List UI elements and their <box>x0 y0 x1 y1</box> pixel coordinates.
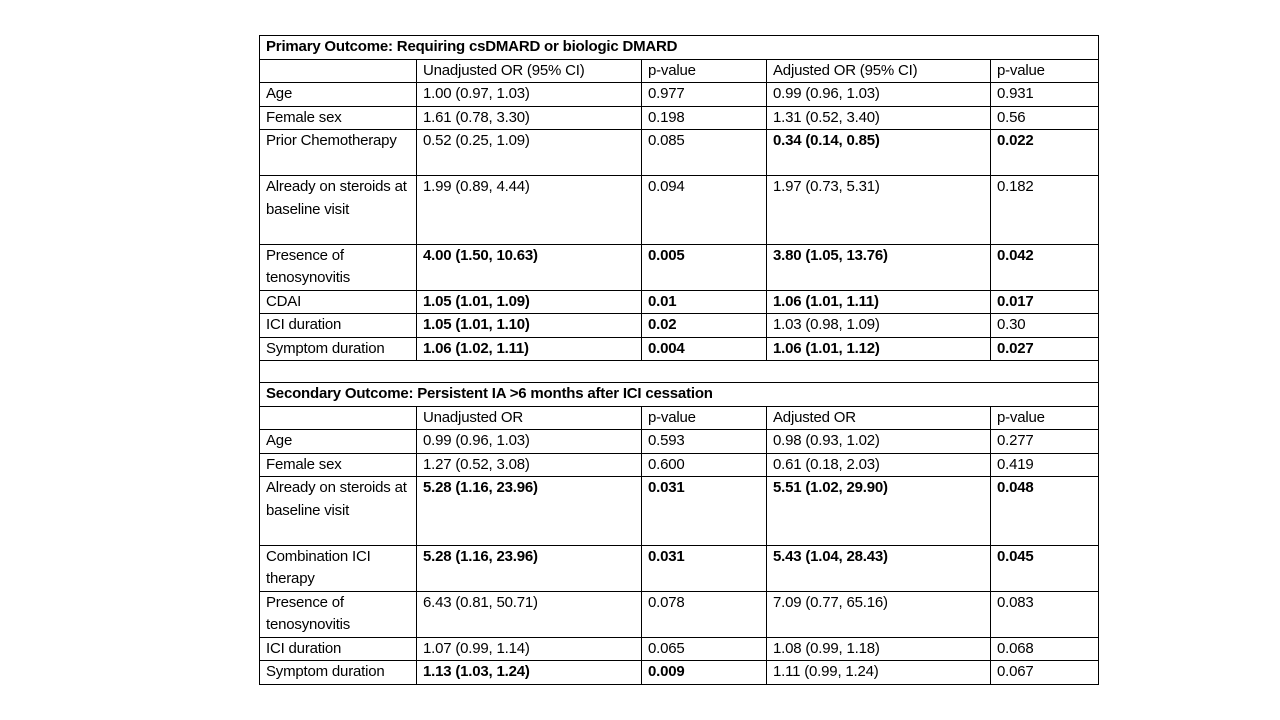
column-header-variable <box>260 59 417 83</box>
cell-adjusted-p-value: 0.017 <box>991 290 1099 314</box>
cell-unadjusted-p-value: 0.600 <box>642 453 767 477</box>
cell-variable: ICI duration <box>260 637 417 661</box>
cell-unadjusted-p-value: 0.009 <box>642 661 767 685</box>
odds-ratio-table <box>259 35 1099 685</box>
table-row <box>260 106 1099 130</box>
cell-adjusted-or: 1.06 (1.01, 1.12) <box>767 337 991 361</box>
cell-adjusted-or: 0.98 (0.93, 1.02) <box>767 430 991 454</box>
column-header-unadjusted-or: Unadjusted OR <box>417 406 642 430</box>
section-title-row <box>260 36 1099 60</box>
cell-variable: Female sex <box>260 453 417 477</box>
cell-variable: Age <box>260 83 417 107</box>
cell-adjusted-or: 1.31 (0.52, 3.40) <box>767 106 991 130</box>
cell-adjusted-or: 1.03 (0.98, 1.09) <box>767 314 991 338</box>
column-header-row <box>260 59 1099 83</box>
column-header-variable <box>260 406 417 430</box>
table-row <box>260 176 1099 245</box>
cell-adjusted-or: 0.99 (0.96, 1.03) <box>767 83 991 107</box>
cell-unadjusted-p-value: 0.198 <box>642 106 767 130</box>
cell-unadjusted-or: 1.99 (0.89, 4.44) <box>417 176 642 245</box>
cell-unadjusted-p-value: 0.005 <box>642 244 767 290</box>
cell-adjusted-p-value: 0.042 <box>991 244 1099 290</box>
cell-variable: Already on steroids at baseline visit <box>260 176 417 245</box>
cell-adjusted-or: 0.34 (0.14, 0.85) <box>767 130 991 176</box>
cell-adjusted-or: 1.11 (0.99, 1.24) <box>767 661 991 685</box>
spacer-row <box>260 361 1099 383</box>
cell-adjusted-p-value: 0.022 <box>991 130 1099 176</box>
cell-adjusted-p-value: 0.56 <box>991 106 1099 130</box>
cell-unadjusted-or: 1.05 (1.01, 1.10) <box>417 314 642 338</box>
cell-unadjusted-p-value: 0.02 <box>642 314 767 338</box>
cell-unadjusted-or: 1.05 (1.01, 1.09) <box>417 290 642 314</box>
cell-adjusted-p-value: 0.931 <box>991 83 1099 107</box>
column-header-unadjusted-p-value: p-value <box>642 59 767 83</box>
cell-adjusted-p-value: 0.068 <box>991 637 1099 661</box>
table-row <box>260 637 1099 661</box>
cell-adjusted-p-value: 0.083 <box>991 591 1099 637</box>
cell-variable: Age <box>260 430 417 454</box>
cell-adjusted-p-value: 0.048 <box>991 477 1099 546</box>
table-row <box>260 314 1099 338</box>
table-row <box>260 661 1099 685</box>
column-header-adjusted-p-value: p-value <box>991 59 1099 83</box>
section-title-row <box>260 383 1099 407</box>
column-header-adjusted-or: Adjusted OR <box>767 406 991 430</box>
table-row <box>260 453 1099 477</box>
cell-unadjusted-or: 1.61 (0.78, 3.30) <box>417 106 642 130</box>
cell-unadjusted-or: 0.52 (0.25, 1.09) <box>417 130 642 176</box>
cell-unadjusted-or: 1.06 (1.02, 1.11) <box>417 337 642 361</box>
cell-variable: Combination ICI therapy <box>260 545 417 591</box>
cell-adjusted-p-value: 0.182 <box>991 176 1099 245</box>
cell-adjusted-or: 3.80 (1.05, 13.76) <box>767 244 991 290</box>
cell-adjusted-or: 7.09 (0.77, 65.16) <box>767 591 991 637</box>
table-row <box>260 545 1099 591</box>
cell-adjusted-or: 1.97 (0.73, 5.31) <box>767 176 991 245</box>
section-title: Secondary Outcome: Persistent IA >6 months after ICI cessation <box>260 383 1099 407</box>
table-row <box>260 290 1099 314</box>
cell-unadjusted-p-value: 0.004 <box>642 337 767 361</box>
cell-adjusted-p-value: 0.277 <box>991 430 1099 454</box>
cell-unadjusted-p-value: 0.031 <box>642 477 767 546</box>
spacer-cell <box>260 361 1099 383</box>
cell-unadjusted-or: 5.28 (1.16, 23.96) <box>417 545 642 591</box>
cell-unadjusted-p-value: 0.977 <box>642 83 767 107</box>
cell-adjusted-p-value: 0.067 <box>991 661 1099 685</box>
cell-unadjusted-or: 1.07 (0.99, 1.14) <box>417 637 642 661</box>
column-header-unadjusted-p-value: p-value <box>642 406 767 430</box>
cell-variable: Symptom duration <box>260 661 417 685</box>
cell-unadjusted-or: 6.43 (0.81, 50.71) <box>417 591 642 637</box>
table-row <box>260 244 1099 290</box>
column-header-row <box>260 406 1099 430</box>
cell-variable: CDAI <box>260 290 417 314</box>
table-row <box>260 477 1099 546</box>
cell-variable: Already on steroids at baseline visit <box>260 477 417 546</box>
cell-unadjusted-or: 5.28 (1.16, 23.96) <box>417 477 642 546</box>
cell-adjusted-p-value: 0.419 <box>991 453 1099 477</box>
cell-unadjusted-p-value: 0.031 <box>642 545 767 591</box>
cell-adjusted-or: 0.61 (0.18, 2.03) <box>767 453 991 477</box>
cell-unadjusted-or: 0.99 (0.96, 1.03) <box>417 430 642 454</box>
column-header-adjusted-or: Adjusted OR (95% CI) <box>767 59 991 83</box>
table-row <box>260 130 1099 176</box>
table-row <box>260 591 1099 637</box>
cell-unadjusted-p-value: 0.593 <box>642 430 767 454</box>
cell-variable: Prior Chemotherapy <box>260 130 417 176</box>
cell-variable: ICI duration <box>260 314 417 338</box>
cell-variable: Presence of tenosynovitis <box>260 591 417 637</box>
cell-variable: Symptom duration <box>260 337 417 361</box>
cell-unadjusted-or: 1.27 (0.52, 3.08) <box>417 453 642 477</box>
cell-adjusted-p-value: 0.027 <box>991 337 1099 361</box>
cell-unadjusted-p-value: 0.078 <box>642 591 767 637</box>
cell-unadjusted-p-value: 0.094 <box>642 176 767 245</box>
cell-adjusted-or: 1.08 (0.99, 1.18) <box>767 637 991 661</box>
cell-variable: Female sex <box>260 106 417 130</box>
table-row <box>260 337 1099 361</box>
section-title: Primary Outcome: Requiring csDMARD or biologic DMARD <box>260 36 1099 60</box>
cell-adjusted-p-value: 0.045 <box>991 545 1099 591</box>
cell-adjusted-or: 1.06 (1.01, 1.11) <box>767 290 991 314</box>
table-row <box>260 83 1099 107</box>
cell-unadjusted-p-value: 0.085 <box>642 130 767 176</box>
cell-unadjusted-or: 4.00 (1.50, 10.63) <box>417 244 642 290</box>
cell-adjusted-p-value: 0.30 <box>991 314 1099 338</box>
cell-unadjusted-p-value: 0.065 <box>642 637 767 661</box>
cell-adjusted-or: 5.51 (1.02, 29.90) <box>767 477 991 546</box>
cell-variable: Presence of tenosynovitis <box>260 244 417 290</box>
column-header-unadjusted-or: Unadjusted OR (95% CI) <box>417 59 642 83</box>
cell-unadjusted-or: 1.00 (0.97, 1.03) <box>417 83 642 107</box>
table-row <box>260 430 1099 454</box>
cell-unadjusted-or: 1.13 (1.03, 1.24) <box>417 661 642 685</box>
cell-unadjusted-p-value: 0.01 <box>642 290 767 314</box>
cell-adjusted-or: 5.43 (1.04, 28.43) <box>767 545 991 591</box>
table-body <box>260 36 1099 685</box>
column-header-adjusted-p-value: p-value <box>991 406 1099 430</box>
